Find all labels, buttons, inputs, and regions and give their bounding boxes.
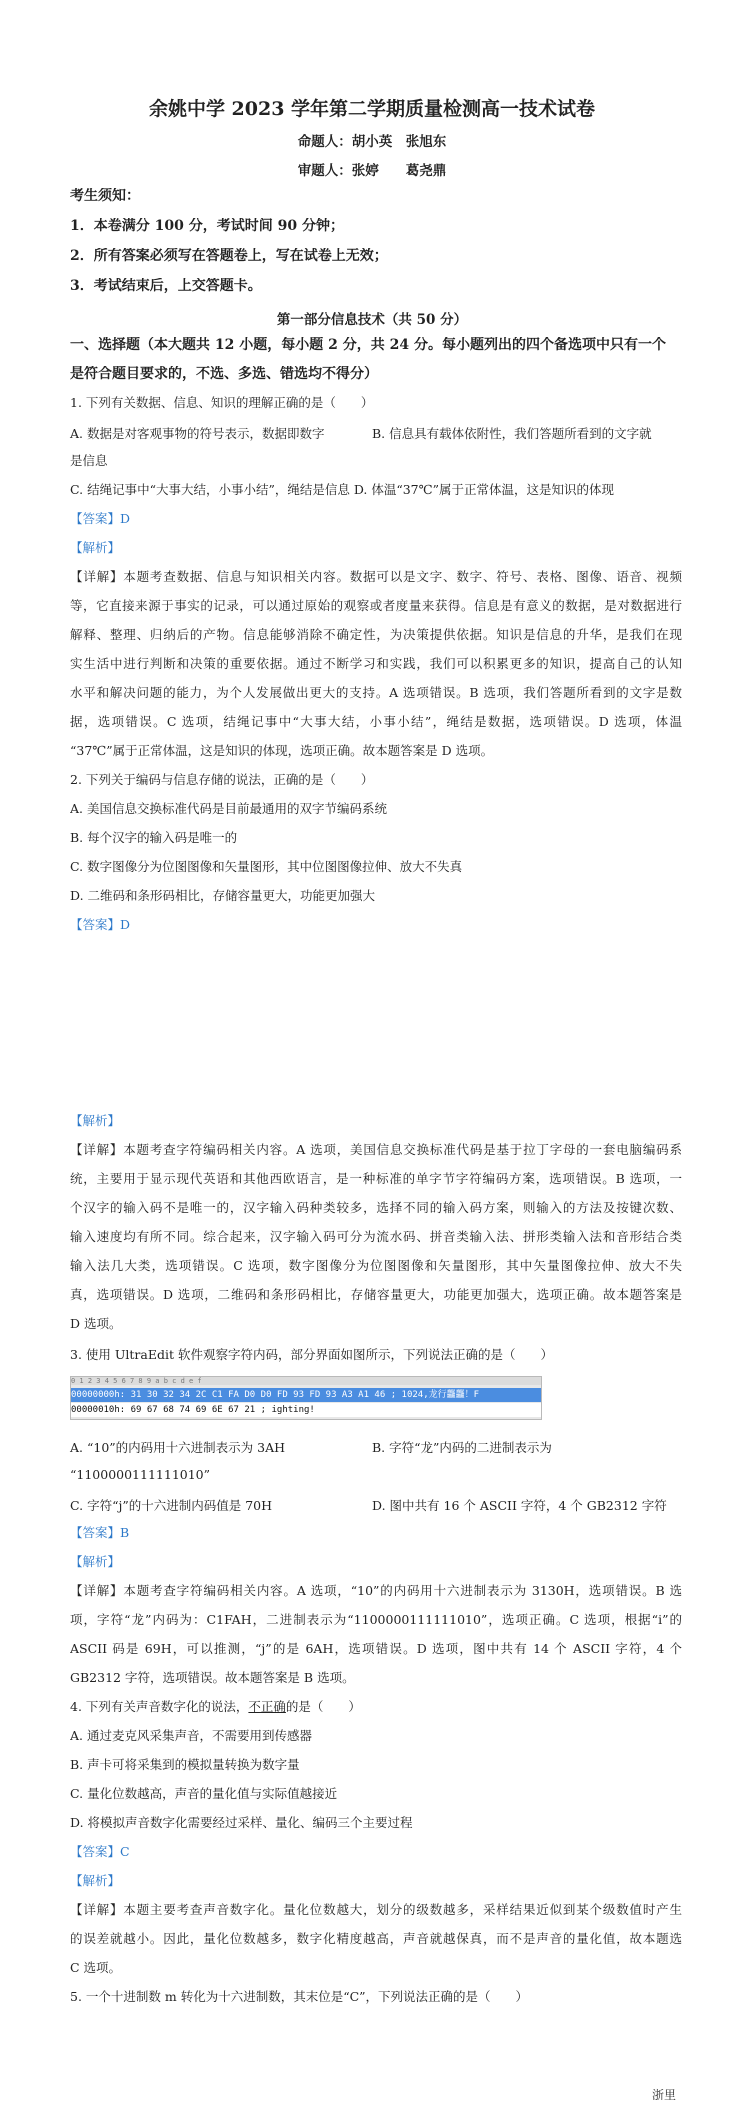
q3-answer: 【答案】B bbox=[70, 1525, 130, 1540]
q3-option-b: B. 字符“龙”内码的二进制表示为 bbox=[372, 1440, 552, 1455]
part-title: 第一部分信息技术（共 50 分） bbox=[276, 312, 468, 328]
q4-stem-emphasis: 不正确 bbox=[248, 1699, 286, 1714]
q1-detail-line: 等，它直接来源于事实的记录，可以通过原始的观察或者度量来获得。信息是有意义的数据，是对数据进行 bbox=[70, 598, 682, 613]
q1-detail-line: “37℃”属于正常体温，这是知识的体现，选项正确。故本题答案是 D 选项。 bbox=[70, 743, 494, 758]
q3-option-c: C. 字符“j”的十六进制内码值是 70H bbox=[70, 1498, 273, 1513]
q3-detail-line: 项，字符“龙”内码为：C1FAH，二进制表示为“1100000111111010”，选项正确。C 选项，根据“i”的 bbox=[70, 1612, 682, 1627]
q1-option-b-cont: 是信息 bbox=[70, 453, 108, 468]
q1-detail-line: 水平和解决问题的能力，为个人发展做出更大的支持。A 选项错误。B 选项，我们答题所看到的文字是数 bbox=[70, 685, 682, 700]
section-heading: 一、选择题（本大题共 12 小题，每小题 2 分，共 24 分。每小题列出的四个备选项中只有一个 bbox=[70, 337, 666, 353]
q4-analysis-label: 【解析】 bbox=[70, 1873, 121, 1888]
q2-option-c: C. 数字图像分为位图图像和矢量图形，其中位图图像拉伸、放大不失真 bbox=[70, 859, 463, 874]
q3-detail-line: ASCII 码是 69H，可以推测，“j”的是 6AH，选项错误。D 选项，图中共有 14 个 ASCII 字符，4 个 bbox=[70, 1641, 682, 1656]
q3-option-d: D. 图中共有 16 个 ASCII 字符，4 个 GB2312 字符 bbox=[372, 1498, 667, 1513]
q3-stem: 3. 使用 UltraEdit 软件观察字符内码，部分界面如图所示，下列说法正确的是（ ） bbox=[70, 1347, 553, 1362]
q2-stem: 2. 下列关于编码与信息存储的说法，正确的是（ ） bbox=[70, 772, 374, 787]
reviewer-line: 审题人：张婷 葛尧鼎 bbox=[297, 163, 447, 179]
q4-option-c: C. 量化位数越高，声音的量化值与实际值越接近 bbox=[70, 1786, 338, 1801]
section-heading: 是符合题目要求的，不选、多选、错选均不得分） bbox=[70, 366, 378, 382]
q4-detail-line: 【详解】本题主要考查声音数字化。量化位数越大，划分的级数越多，采样结果近似到某个级数值时产生 bbox=[70, 1902, 682, 1917]
notice-heading: 考生须知： bbox=[70, 188, 140, 204]
q2-option-d: D. 二维码和条形码相比，存储容量更大，功能更加强大 bbox=[70, 888, 376, 903]
q1-option-b: B. 信息具有载体依附性，我们答题所看到的文字就 bbox=[372, 426, 652, 441]
q1-analysis-label: 【解析】 bbox=[70, 540, 121, 555]
q2-answer: 【答案】D bbox=[70, 917, 131, 932]
q4-stem bbox=[70, 1699, 682, 1715]
q4-answer: 【答案】C bbox=[70, 1844, 130, 1859]
q2-analysis-label: 【解析】 bbox=[70, 1113, 121, 1128]
q4-stem-post: 的是（ ） bbox=[285, 1699, 361, 1714]
exam-title: 余姚中学 2023 学年第二学期质量检测高一技术试卷 bbox=[148, 98, 596, 120]
q2-detail-line: 真，选项错误。D 选项，二维码和条形码相比，存储容量更大，功能更加强大，选项正确。故本题答案是 bbox=[70, 1287, 682, 1302]
notice-item: 2．所有答案必须写在答题卷上，写在试卷上无效； bbox=[70, 248, 388, 264]
notice-item: 3．考试结束后，上交答题卡。 bbox=[70, 278, 262, 294]
q4-stem-pre: 4. 下列有关声音数字化的说法， bbox=[70, 1699, 249, 1714]
q3-analysis-label: 【解析】 bbox=[70, 1554, 121, 1569]
q1-detail-line: 【详解】本题考查数据、信息与知识相关内容。数据可以是文字、数字、符号、表格、图像、语音、视频 bbox=[70, 569, 682, 584]
q2-detail-line: 【详解】本题考查字符编码相关内容。A 选项，美国信息交换标准代码是基于拉丁字母的一套电脑编码系 bbox=[70, 1142, 682, 1157]
q3-detail-line: 【详解】本题考查字符编码相关内容。A 选项，“10”的内码用十六进制表示为 3130H，选项错误。B 选 bbox=[70, 1583, 682, 1598]
hex-row-selected: 00000000h: 31 30 32 34 2C C1 FA D0 D0 FD 93 FD 93 A3 A1 46 ; 1024,龙行龘龘！F bbox=[71, 1388, 541, 1402]
q3-detail-line: GB2312 字符，选项错误。故本题答案是 B 选项。 bbox=[70, 1670, 355, 1685]
q4-detail-line: C 选项。 bbox=[70, 1960, 122, 1975]
q4-detail-line: 的误差就越小。因此，量化位数越多，数字化精度越高，声音就越保真，而不是声音的量化值，故本题选 bbox=[70, 1931, 682, 1946]
ultraedit-hex-view bbox=[70, 1376, 542, 1420]
q2-detail-line: D 选项。 bbox=[70, 1316, 122, 1331]
q1-option-cd: C. 结绳记事中“大事大结，小事小结”，绳结是信息 D. 体温“37℃”属于正常体温，这是知识的体现 bbox=[70, 482, 615, 497]
q1-detail-line: 解释、整理、归纳后的产物。信息能够消除不确定性，为决策提供依据。知识是信息的升华，是我们在现 bbox=[70, 627, 682, 642]
q1-detail-line: 实生活中进行判断和决策的重要依据。通过不断学习和实践，我们可以积累更多的知识，提高自己的认知 bbox=[70, 656, 682, 671]
q2-option-b: B. 每个汉字的输入码是唯一的 bbox=[70, 830, 238, 845]
q1-option-a: A. 数据是对客观事物的符号表示，数据即数字 bbox=[70, 426, 325, 441]
footer-watermark: 浙里 bbox=[652, 2088, 677, 2102]
q2-detail-line: 输入法几大类，选项错误。C 选项，数字图像分为位图图像和矢量图形，其中矢量图像拉伸、放大不失 bbox=[70, 1258, 682, 1273]
q2-detail-line: 个汉字的输入码不是唯一的，汉字输入码种类较多，选择不同的输入码方案，则输入的方法及按键次数、 bbox=[70, 1200, 682, 1215]
hex-row: 00000010h: 69 67 68 74 69 6E 67 21 ; ighting! bbox=[71, 1403, 541, 1417]
hex-column-ruler: 0 1 2 3 4 5 6 7 8 9 a b c d e f bbox=[71, 1377, 541, 1385]
q3-option-b-cont: “1100000111111010” bbox=[70, 1467, 211, 1482]
author-line: 命题人：胡小英 张旭东 bbox=[297, 134, 447, 150]
q2-detail-line: 统，主要用于显示现代英语和其他西欧语言，是一种标准的单字节字符编码方案，选项错误。B 选项，一 bbox=[70, 1171, 682, 1186]
q1-detail-line: 据，选项错误。C 选项，结绳记事中“大事大结，小事小结”，绳结是数据，选项错误。D 选项，体温 bbox=[70, 714, 682, 729]
q1-answer: 【答案】D bbox=[70, 511, 131, 526]
q2-option-a: A. 美国信息交换标准代码是目前最通用的双字节编码系统 bbox=[70, 801, 387, 816]
q1-stem: 1. 下列有关数据、信息、知识的理解正确的是（ ） bbox=[70, 395, 374, 410]
q2-detail-line: 输入速度均有所不同。综合起来，汉字输入码可分为流水码、拼音类输入法、拼形类输入法和音形结合类 bbox=[70, 1229, 682, 1244]
q4-option-b: B. 声卡可将采集到的模拟量转换为数字量 bbox=[70, 1757, 300, 1772]
q3-option-a: A. “10”的内码用十六进制表示为 3AH bbox=[70, 1440, 286, 1455]
q4-option-d: D. 将模拟声音数字化需要经过采样、量化、编码三个主要过程 bbox=[70, 1815, 413, 1830]
q5-stem: 5. 一个十进制数 m 转化为十六进制数，其末位是“C”，下列说法正确的是（ ） bbox=[70, 1989, 529, 2004]
notice-item: 1．本卷满分 100 分，考试时间 90 分钟； bbox=[70, 218, 344, 234]
q4-option-a: A. 通过麦克风采集声音，不需要用到传感器 bbox=[70, 1728, 312, 1743]
